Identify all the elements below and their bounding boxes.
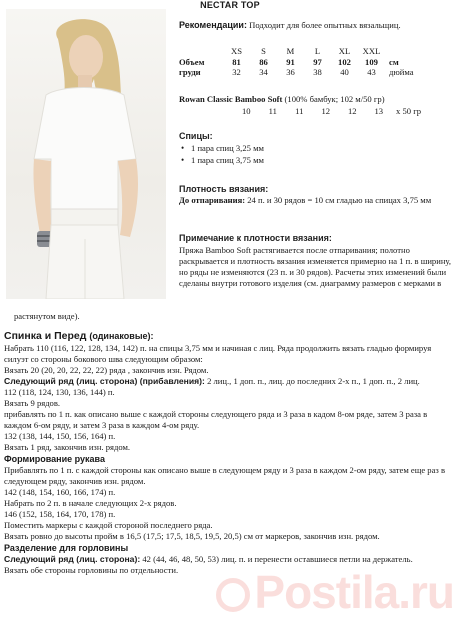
pattern-title: NECTAR TOP (200, 0, 260, 10)
yarn-qty: 13 (374, 106, 384, 116)
section-sleeve-title: Формирование рукава (4, 454, 105, 464)
model-photo-illustration (6, 9, 166, 299)
instructions (4, 330, 456, 576)
row-label: Следующий ряд (лиц. сторона): (4, 554, 141, 564)
instruction-paragraph: Вязать 9 рядов. (4, 398, 61, 408)
size-row (179, 67, 414, 78)
size-header: XXL (362, 46, 381, 56)
needles-section (179, 131, 264, 166)
size-cell: 91 (286, 56, 295, 67)
size-cell: 40 (340, 67, 349, 77)
instruction-paragraph: прибавлять по 1 п. как описано выше с каждой стороны следующего ряда и 3 раза в кадом 8-ом ряде, затем 3 раза в каждом 6-ом ряду, и затем 3 раза в каждом 4-ом ряду. (4, 409, 428, 430)
size-header: S (261, 46, 266, 56)
instruction-paragraph: Вязать обе стороны горловины по отдельности. (4, 565, 179, 575)
size-cell: 81 (232, 56, 241, 67)
section-neck-title: Разделение для горловины (4, 543, 129, 553)
size-cell: 102 (338, 56, 351, 67)
note-header: Примечание к плотности вязания: (179, 233, 332, 243)
size-header: XL (338, 46, 351, 56)
size-table (179, 46, 414, 78)
recommendation-label: Рекомендации: (179, 20, 247, 30)
size-cell: 36 (286, 67, 295, 77)
section-subtitle: (одинаковые): (89, 331, 154, 341)
yarn-qty: 11 (268, 106, 277, 116)
instruction-paragraph: Поместить маркеры с каждой стороной последнего ряда. (4, 520, 213, 530)
section-title: Спинка и Перед (4, 330, 87, 342)
instruction-paragraph: 146 (152, 158, 164, 170, 178) п. (4, 509, 116, 519)
instruction-paragraph: Вязать 1 ряд, закончив изн. рядом. (4, 442, 131, 452)
size-cell: 34 (259, 67, 268, 77)
note-header-wrap (179, 233, 332, 243)
row-text: 2 лиц., 1 доп. п., лиц. до последних 2-х п., 1 доп. п., 2 лиц. (207, 376, 420, 386)
size-header: XS (231, 46, 242, 56)
gauge-section (179, 184, 457, 206)
instruction-paragraph: 132 (138, 144, 150, 156, 164) п. (4, 431, 116, 441)
instruction-paragraph: 112 (118, 124, 130, 136, 144) п. (4, 387, 115, 397)
note-text: Пряжа Bamboo Soft растягивается после отпаривания; полотно раскрывается и плотность вязания изменяется примерно на 1 п. в ширину, но ряды не изменяются (23 п. и 30 рядов). Расчеты этих изменений были сделаны внутри готового изделия (см. диаграмму размеров с мерками в (179, 245, 452, 288)
watermark-text: Postila.ru (254, 566, 454, 618)
yarn-qty: 12 (347, 106, 357, 116)
yarn-quantities (233, 106, 421, 116)
size-cell: 32 (232, 67, 241, 77)
instruction-paragraph: Вязать ровно до высоты пройм в 16,5 (17,5; 17,5, 18,5, 19,5, 20,5) см от маркеров, закончив изн. рядом. (4, 531, 380, 541)
gauge-header: Плотность вязания: (179, 184, 269, 194)
model-photo (6, 9, 166, 299)
size-row (179, 57, 414, 68)
size-header-row (179, 46, 414, 57)
yarn-name: Rowan Classic Bamboo Soft (179, 94, 283, 104)
size-cell: 43 (367, 67, 376, 77)
size-row-label: груди (179, 67, 201, 77)
size-unit: дюйма (389, 67, 414, 77)
instruction-paragraph (4, 554, 456, 565)
row-label: Следующий ряд (лиц. сторона) (прибавления): (4, 376, 205, 386)
yarn-unit: х 50 гр (396, 106, 422, 116)
yarn-line (179, 94, 459, 105)
yarn-qty: 11 (295, 106, 304, 116)
yarn-desc: (100% бамбук; 102 м/50 гр) (284, 94, 385, 104)
instruction-paragraph: Прибавлять по 1 п. с каждой стороны как описано выше в следующем ряду и 3 раза в каждом 2-ом ряду, затем еще раз в следующем ряду, закончив изн. рядом. (4, 465, 446, 486)
instruction-paragraph: Набрать по 2 п. в начале следующих 2-х рядов. (4, 498, 177, 508)
instruction-paragraph: Набрать 110 (116, 122, 128, 134, 142) п. на спицы 3,75 мм и начиная с лиц. Ряда продолжить вязать гладью формируя силуэт со стороны бокового шва следующим образом: (4, 343, 432, 364)
gauge-label: До отпаривания: (179, 195, 246, 205)
size-header: M (286, 46, 295, 56)
needle-item: • 1 пара спиц 3,25 мм (179, 143, 264, 155)
recommendation-text: Подходит для более опытных вязальщиц. (249, 20, 401, 30)
size-cell: 86 (259, 56, 268, 67)
instruction-paragraph (4, 376, 456, 387)
section-back-front-title (4, 330, 456, 343)
instruction-paragraph: 142 (148, 154, 160, 166, 174) п. (4, 487, 116, 497)
gauge-text: 24 п. и 30 рядов = 10 см гладью на спицах 3,75 мм (247, 195, 432, 205)
size-cell: 109 (365, 56, 378, 67)
instruction-paragraph: Вязать 20 (20, 20, 22, 22, 22) ряда , закончив изн. Рядом. (4, 365, 209, 375)
needles-header: Спицы: (179, 131, 213, 141)
note-text-tail: растянутом виде). (14, 311, 80, 321)
size-unit: см (389, 56, 399, 67)
watermark-logo-icon (216, 578, 250, 612)
needle-item: • 1 пара спиц 3,75 мм (179, 155, 264, 167)
recommendation (179, 20, 459, 31)
size-cell: 38 (313, 67, 322, 77)
yarn-qty: 12 (321, 106, 331, 116)
row-text: 42 (44, 46, 48, 50, 53) лиц. п. и перенести оставшиеся петли на держатель. (142, 554, 413, 564)
size-row-label: Объем (179, 56, 205, 67)
size-cell: 97 (313, 56, 322, 67)
size-header: L (314, 46, 321, 56)
yarn-qty: 10 (241, 106, 251, 116)
